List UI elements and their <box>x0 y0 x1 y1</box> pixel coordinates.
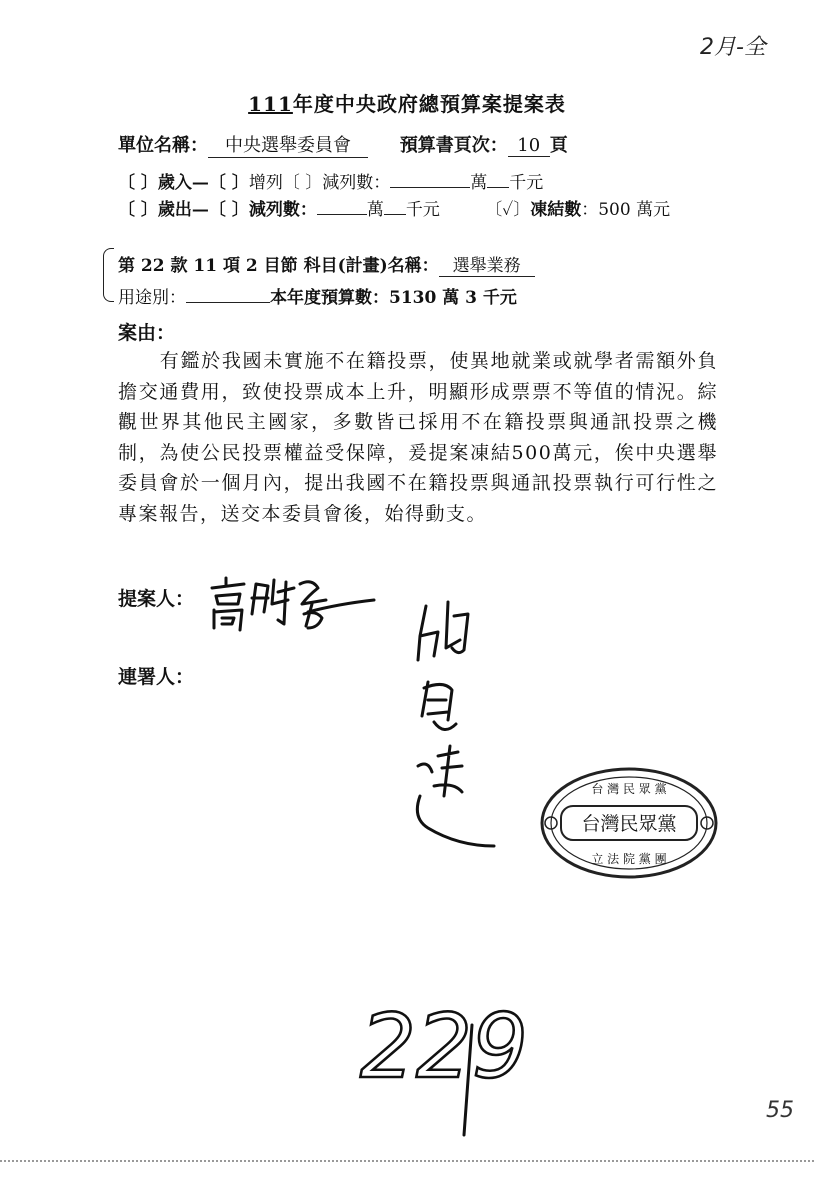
page-ref-suffix: 頁 <box>549 135 568 156</box>
title-year: 111 <box>248 92 293 116</box>
handwritten-page-number <box>360 985 528 1145</box>
item-text: 第 22 款 11 項 2 目節 科目(計畫)名稱： <box>118 256 439 276</box>
budget-label: 本年度預算數：5130 萬 3 千元 <box>270 288 517 308</box>
cosigner-signature <box>398 596 508 858</box>
seal-top-text: 台 灣 民 眾 黨 <box>591 782 667 796</box>
income-wan: 萬 <box>470 173 488 193</box>
use-blank <box>186 302 270 303</box>
income-qian: 千元 <box>509 173 544 193</box>
income-blank-wan <box>390 187 470 188</box>
use-row <box>118 283 517 308</box>
income-increase: 增列 <box>248 173 283 193</box>
proposer-signature <box>208 574 378 634</box>
reason-body: 有鑑於我國未實施不在籍投票，使異地就業或就學者需額外負擔交通費用，致使投票成本上升，明顯形成票票不等值的情況。綜觀世界其他民主國家，多數皆已採用不在籍投票與通訊投票之機制，為使公民投票權益受保障，爰提案凍結500萬元，俟中央選舉委員會於一個月內，提出我國不在籍投票與通訊投票執行可行性之專案報告，送交本委員會後，始得動支。 <box>118 350 718 525</box>
reason-label: 案由： <box>118 322 176 344</box>
income-reduce: 〔 〕減列數： <box>282 173 391 193</box>
expense-prefix: 〔 〕歲出—〔 〕 <box>118 200 249 220</box>
corner-note: 2月-全 <box>700 35 766 60</box>
expense-row <box>118 195 670 220</box>
income-row <box>118 168 543 193</box>
page-mark: 55 <box>766 1098 794 1123</box>
item-name: 選舉業務 <box>439 251 535 277</box>
unit-label: 單位名稱： <box>118 135 208 156</box>
income-prefix: 〔 〕歲入—〔 〕 <box>118 173 249 193</box>
title-text: 年度中央政府總預算案提案表 <box>292 92 566 116</box>
expense-blank-qian <box>384 214 406 215</box>
expense-reduce: 減列數： <box>248 200 317 220</box>
item-bracket <box>103 248 114 302</box>
freeze-label: 凍結數 <box>530 200 582 220</box>
cosigner-label: 連署人： <box>118 666 195 688</box>
expense-qian: 千元 <box>405 200 440 220</box>
page-number-text: 229 <box>360 995 528 1098</box>
item-row <box>118 251 535 277</box>
seal-bottom-text: 立 法 院 黨 團 <box>591 852 667 866</box>
use-label: 用途別： <box>118 288 186 308</box>
unit-value: 中央選舉委員會 <box>208 131 368 158</box>
seal-center-text: 台灣民眾黨 <box>581 813 677 835</box>
income-blank-qian <box>487 187 509 188</box>
proposer-label: 提案人： <box>118 588 195 610</box>
freeze-value: ：500 萬元 <box>581 200 671 220</box>
page-title <box>0 88 814 117</box>
page-ref-value: 10 <box>508 135 550 157</box>
party-seal <box>539 766 719 880</box>
expense-blank-wan <box>317 214 367 215</box>
expense-wan: 萬 <box>366 200 384 220</box>
page-ref-label: 預算書頁次： <box>399 135 508 156</box>
freeze-checkbox: 〔✓〕 <box>485 200 531 220</box>
scan-edge-dots <box>0 1160 814 1168</box>
unit-row <box>118 131 568 158</box>
